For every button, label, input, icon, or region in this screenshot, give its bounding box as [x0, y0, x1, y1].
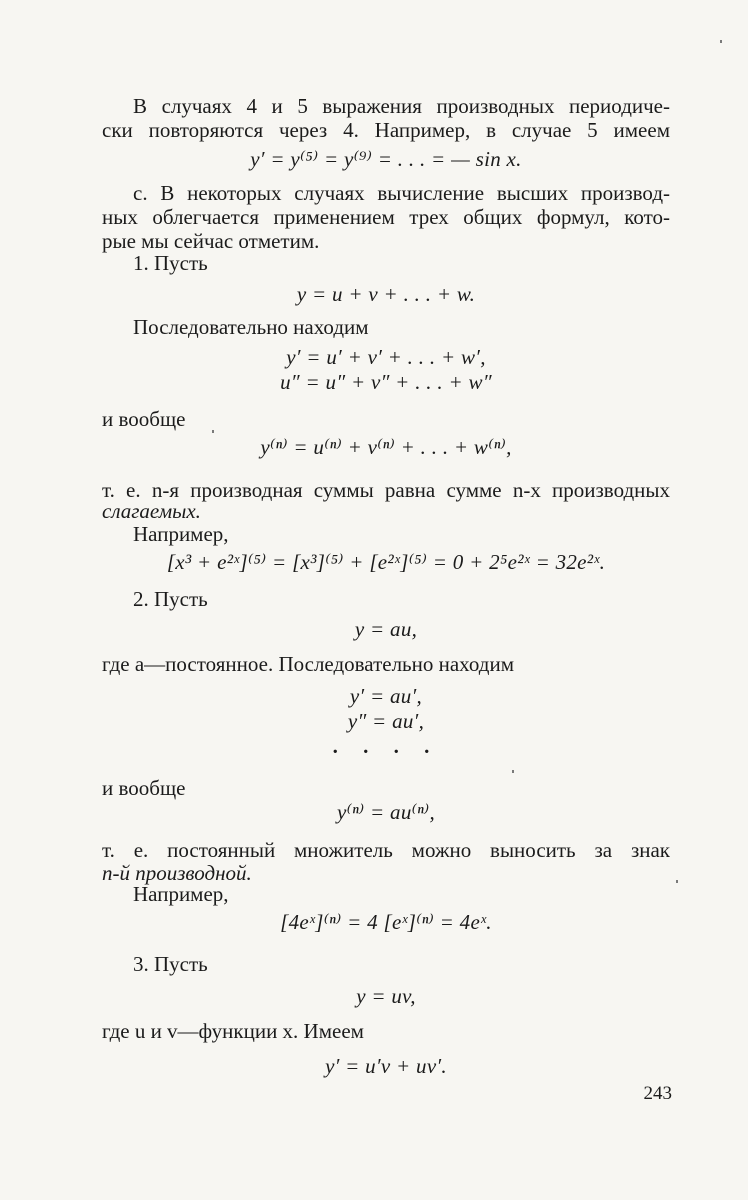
- page-number: 243: [643, 1083, 672, 1104]
- formula: y′ = u′v + uv′.: [325, 1054, 447, 1078]
- formula: y⁽ⁿ⁾ = u⁽ⁿ⁾ + v⁽ⁿ⁾ + . . . + w⁽ⁿ⁾,: [260, 435, 512, 459]
- formula: y = uv,: [356, 984, 416, 1008]
- item-heading: 2. Пусть: [133, 587, 208, 611]
- text-line: ски повторяются через 4. Например, в случае 5 имеем: [102, 118, 670, 142]
- text-line: т. е. постоянный множитель можно выносить за знак: [102, 838, 670, 862]
- text-line: рые мы сейчас отметим.: [102, 229, 320, 253]
- formula: y′ = au′,: [349, 684, 423, 708]
- formula: y′ = u′ + v′ + . . . + w′,: [286, 345, 486, 369]
- text-line: слагаемых.: [102, 499, 201, 523]
- print-speck: [512, 770, 514, 773]
- formula: y′ = y⁽⁵⁾ = y⁽⁹⁾ = . . . = — sin x.: [250, 147, 522, 171]
- text-line: с. В некоторых случаях вычисление высших производ-: [133, 181, 670, 205]
- text-line: где a—постоянное. Последовательно находим: [102, 652, 514, 676]
- text-line: ных облегчается применением трех общих формул, кото-: [102, 205, 670, 229]
- text-line: Например,: [133, 882, 229, 906]
- formula: y″ = au′,: [347, 709, 425, 733]
- text-line: и вообще: [102, 407, 186, 431]
- text-line: т. е. n-я производная суммы равна сумме n-х производных: [102, 478, 670, 502]
- text-line: где u и v—функции x. Имеем: [102, 1019, 364, 1043]
- item-heading: 1. Пусть: [133, 251, 208, 275]
- text-line: Последовательно находим: [133, 315, 369, 339]
- item-heading: 3. Пусть: [133, 952, 208, 976]
- formula: y = au,: [354, 617, 418, 641]
- text-line: Например,: [133, 522, 229, 546]
- text-line: и вообще: [102, 776, 186, 800]
- formula-ellipsis: . . . .: [332, 734, 440, 758]
- text-line: В случаях 4 и 5 выражения производных периодиче-: [133, 94, 670, 118]
- print-speck: [212, 430, 214, 433]
- text-line: n-й производной.: [102, 861, 252, 885]
- print-speck: [676, 880, 678, 883]
- formula: y = u + v + . . . + w.: [296, 282, 476, 306]
- formula: [4eˣ]⁽ⁿ⁾ = 4 [eˣ]⁽ⁿ⁾ = 4eˣ.: [280, 910, 492, 934]
- formula: y⁽ⁿ⁾ = au⁽ⁿ⁾,: [337, 800, 435, 824]
- formula: u″ = u″ + v″ + . . . + w″: [280, 370, 492, 394]
- print-speck: [720, 40, 722, 43]
- formula: [x³ + e²ˣ]⁽⁵⁾ = [x³]⁽⁵⁾ + [e²ˣ]⁽⁵⁾ = 0 + 2⁵e²ˣ = 32e²ˣ.: [166, 550, 606, 574]
